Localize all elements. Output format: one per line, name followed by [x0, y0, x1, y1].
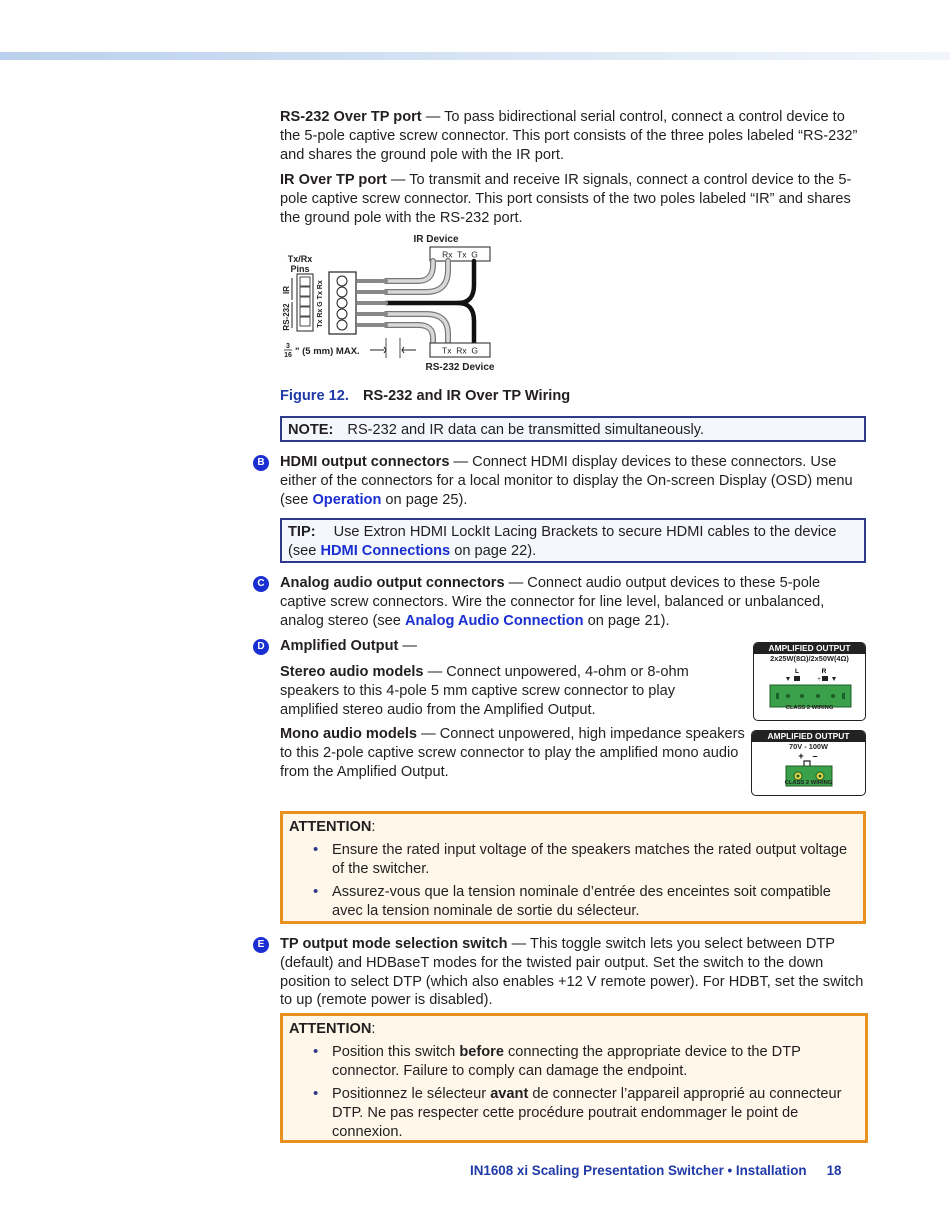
attention-box-speakers: [280, 811, 866, 924]
rs232-paragraph: [280, 108, 865, 164]
attention-list: [289, 841, 855, 921]
note-text: RS-232 and IR data can be transmitted simultaneously.: [347, 422, 705, 438]
attention-colon: :: [371, 1021, 376, 1037]
attention-item-text: connecting the appropriate device to the DTP connector. Failure to comply can damage the endpoint.: [332, 1043, 801, 1079]
attention-item: • Ensure the rated input voltage of the speakers matches the rated output voltage of the switcher.: [289, 841, 855, 879]
rs232-text: — To pass bidirectional serial control, connect a control device to the 5-pole captive screw connector. This port consists of the three poles labeled “RS-232” and shares the ground pole with the IR port.: [280, 109, 858, 163]
analog-audio-title: Analog audio output connectors: [280, 575, 505, 591]
mono-panel-footer: CLASS 2 WIRING: [784, 780, 833, 787]
footer-title: IN1608 xi Scaling Presentation Switcher • Installation: [470, 1163, 807, 1178]
stereo-title: Stereo audio models: [280, 664, 424, 680]
marker-e: E: [253, 937, 269, 953]
tp-output-mode-text: — This toggle switch lets you select between DTP (default) and HDBaseT modes for the twisted pair output. Set the switch to the down position to select DTP (which also enables +12 V remote power). For HDBT, set the switch to up (remote power is disabled).: [280, 936, 864, 1009]
attention-item-text: de connecter l’appareil approprié au connecteur DTP. Ne pas respecter cette procédure poutrait endommager le point de connexion.: [332, 1086, 842, 1140]
stereo-text: — Connect unpowered, 4-ohm or 8-ohm speakers to this 4-pole 5 mm captive screw connector to play amplified stereo audio from the Amplified Output.: [280, 664, 689, 718]
ir-device-label: IR Device: [413, 234, 459, 245]
figure-title: RS-232 and IR Over TP Wiring: [362, 388, 571, 404]
mono-paragraph: [280, 725, 745, 781]
tp-output-mode-paragraph: [280, 935, 870, 1010]
stereo-panel-footer: CLASS 2 WIRING: [785, 705, 834, 712]
page-number: 18: [826, 1163, 842, 1178]
hdmi-output-text-end: on page 25).: [381, 491, 468, 508]
mono-minus-label: –: [812, 751, 818, 761]
tp-output-mode-title: TP output mode selection switch: [280, 936, 508, 952]
hdmi-output-title: HDMI output connectors: [280, 454, 450, 470]
analog-audio-paragraph: [280, 574, 865, 630]
ir-paragraph: [280, 171, 865, 227]
hdmi-output-paragraph: [280, 453, 865, 509]
attention-item-text: Position this switch: [332, 1043, 460, 1060]
wiring-diagram: [278, 230, 508, 375]
note-label: NOTE:: [288, 422, 334, 438]
amplified-output-title: Amplified Output: [280, 638, 399, 654]
attention-item-text: Positionnez le sélecteur: [332, 1086, 491, 1103]
analog-audio-text: — Connect audio output devices to these 5-pole captive screw connectors. Wire the connector for line level, balanced or unbalanced, analog stereo (see: [280, 575, 825, 629]
operation-link[interactable]: Operation: [312, 491, 382, 508]
rs232-title: RS-232 Over TP port: [280, 109, 422, 125]
svg-text:+: +: [817, 676, 822, 683]
stereo-right-label: R: [821, 668, 827, 675]
tip-label: TIP:: [288, 524, 316, 540]
pins-label: Pins: [290, 264, 310, 274]
attention-label: ATTENTION: [289, 1021, 372, 1037]
hdmi-output-text: — Connect HDMI display devices to these connectors. Use either of the connectors for a local monitor to display the On-screen Display (OSD) menu (see: [280, 454, 853, 508]
ir-device-pins: Rx Tx G: [442, 249, 478, 260]
marker-b: B: [253, 455, 269, 471]
attention-item-emphasis: before: [459, 1043, 504, 1060]
tip-text: Use Extron HDMI LockIt Lacing Brackets to secure HDMI cables to the device (see: [288, 524, 837, 559]
attention-item: [289, 1043, 857, 1081]
strip-frac-num: 3: [286, 343, 290, 350]
rs232-device-pins: Tx Rx G: [442, 345, 478, 356]
page-footer: [470, 1162, 842, 1181]
attention-item-emphasis: avant: [490, 1086, 529, 1103]
marker-c: C: [253, 576, 269, 592]
header-gradient-bar: [0, 52, 950, 60]
txrx-label: Tx/Rx: [287, 254, 313, 264]
hdmi-connections-link[interactable]: HDMI Connections: [320, 542, 451, 559]
attention-item: [289, 1085, 857, 1141]
stereo-amplified-output-panel: [753, 642, 866, 721]
pin-letters: Tx Rx G Tx Rx: [317, 280, 324, 328]
mono-amplified-output-panel: [751, 730, 866, 796]
mono-title: Mono audio models: [280, 726, 418, 742]
note-box: [280, 416, 866, 442]
captive-screw-plug: [297, 272, 356, 334]
wires: [358, 261, 474, 343]
figure-caption: [280, 387, 570, 406]
tip-text-end: on page 22).: [450, 542, 537, 559]
rs232-side-label: RS-232: [282, 303, 291, 331]
attention-list: [289, 1043, 857, 1142]
stereo-left-label: L: [795, 668, 799, 675]
mono-panel-rating: 70V - 100W: [788, 742, 829, 751]
amplified-output-dash: —: [398, 638, 418, 654]
attention-colon: :: [371, 819, 376, 835]
mono-panel-header: AMPLIFIED OUTPUT: [752, 731, 865, 742]
ir-text: — To transmit and receive IR signals, connect a control device to the 5-pole captive screw connector. This port consists of the two poles labeled “IR” and shares the ground pole with the RS-232 port.: [280, 172, 852, 226]
attention-item: • Assurez-vous que la tension nominale d’entrée des enceintes soit compatible avec la tension nominale de sortie du sélecteur.: [289, 883, 855, 921]
figure-number: Figure 12.: [280, 388, 349, 404]
ir-side-label: IR: [282, 286, 291, 294]
attention-label: ATTENTION: [289, 819, 372, 835]
stereo-paragraph: [280, 663, 730, 719]
attention-box-switch: [280, 1013, 868, 1143]
strip-length-label: " (5 mm) MAX.: [295, 346, 360, 357]
mono-text: — Connect unpowered, high impedance speakers to this 2-pole captive screw connector to play the amplified mono audio from the Amplified Output.: [280, 726, 745, 780]
stereo-panel-rating: 2x25W(8Ω)/2x50W(4Ω): [770, 654, 849, 663]
mono-plus-label: +: [798, 751, 804, 761]
marker-d: D: [253, 639, 269, 655]
analog-audio-text-end: on page 21).: [583, 612, 670, 629]
stereo-panel-header: AMPLIFIED OUTPUT: [754, 643, 865, 654]
rs232-device-label: RS-232 Device: [425, 362, 495, 373]
strip-frac-den: 16: [284, 352, 292, 359]
tip-box: [280, 518, 866, 563]
analog-audio-connection-link[interactable]: Analog Audio Connection: [404, 612, 584, 629]
ir-title: IR Over TP port: [280, 172, 387, 188]
